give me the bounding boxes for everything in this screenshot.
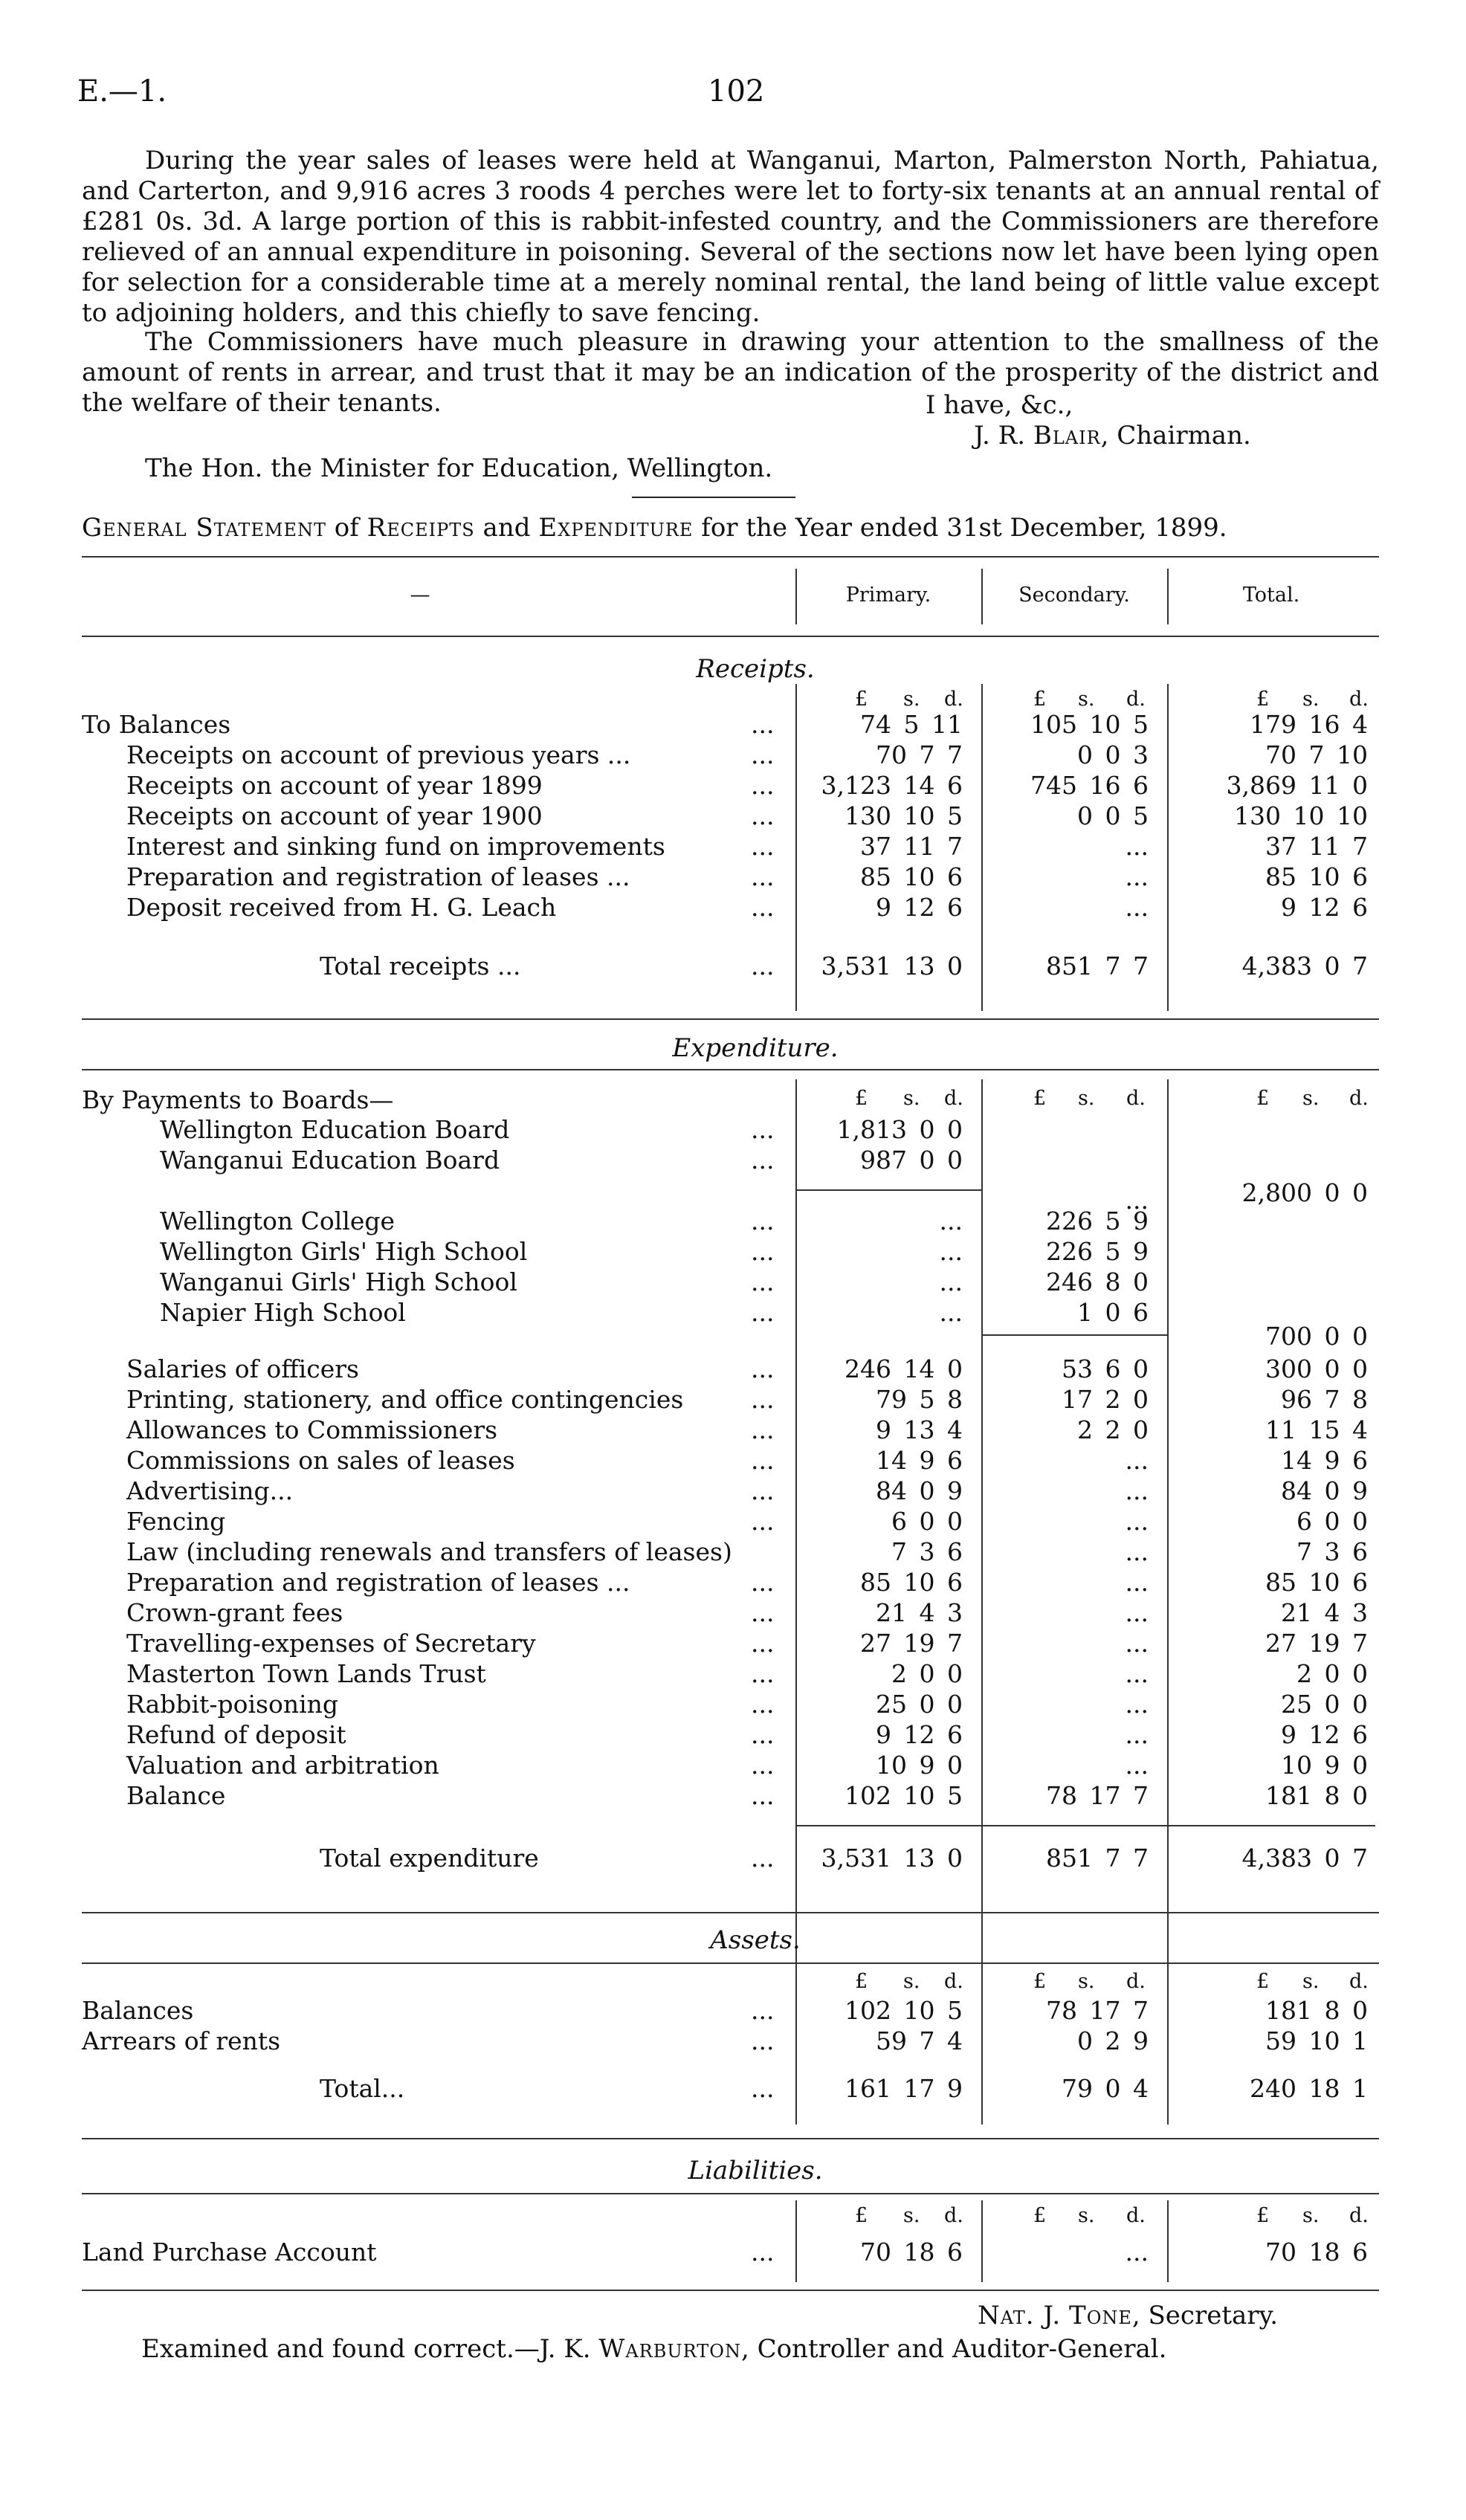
letter-closing: I have, &c., — [926, 390, 1073, 420]
primary-value: 9 12 6 — [876, 1720, 963, 1749]
primary-value: 3,531 13 0 — [821, 952, 963, 980]
row-label: Travelling-expenses of Secretary — [126, 1629, 536, 1658]
primary-value: 25 0 0 — [876, 1690, 963, 1719]
primary-value: 3,531 13 0 — [821, 1844, 963, 1873]
primary-value: 3,123 14 6 — [821, 771, 963, 800]
secondary-value: ... — [1125, 1186, 1149, 1215]
secretary-name: Tone — [1069, 2301, 1132, 2330]
chairman-signature — [974, 421, 1251, 450]
unit-label: d. — [944, 1087, 963, 1110]
leader-dots: ... — [751, 952, 775, 980]
title-part: Receipts — [366, 513, 475, 543]
total-value: 181 8 0 — [1265, 1781, 1368, 1810]
secondary-value: ... — [1125, 1537, 1149, 1566]
unit-label: d. — [1349, 688, 1369, 711]
primary-value: 10 9 0 — [876, 1751, 963, 1780]
auditor-prefix: Examined and found correct.—J. K. — [141, 2334, 599, 2364]
table-rule — [82, 2290, 1379, 2291]
primary-value: 27 19 7 — [860, 1629, 963, 1658]
leader-dots: ... — [751, 1298, 775, 1327]
subtotal-rule — [795, 1189, 981, 1191]
table-rule — [82, 1912, 1379, 1913]
leader-dots: ... — [751, 1446, 775, 1475]
unit-label: d. — [1126, 1970, 1146, 1993]
total-value: 179 16 4 — [1250, 710, 1368, 739]
title-part: of — [326, 513, 367, 543]
leader-dots: ... — [751, 1415, 775, 1444]
unit-label: d. — [944, 2204, 963, 2227]
table-rule — [82, 1962, 1379, 1964]
total-value: 70 7 10 — [1265, 740, 1368, 769]
secondary-value: 1 0 6 — [1077, 1298, 1149, 1327]
unit-label: £ — [855, 2204, 868, 2227]
unit-label: s. — [903, 1087, 920, 1110]
leader-dots: ... — [751, 893, 775, 922]
leader-dots: ... — [751, 1115, 775, 1144]
row-label: Interest and sinking fund on improvements — [126, 832, 665, 861]
secondary-value: ... — [1125, 1629, 1149, 1658]
unit-label: d. — [1349, 2204, 1369, 2227]
table-rule — [82, 556, 1379, 558]
leader-dots: ... — [751, 1507, 775, 1536]
leader-dots: ... — [751, 2074, 775, 2103]
section-heading-expenditure: Expenditure. — [672, 1033, 839, 1063]
primary-value: 246 14 0 — [845, 1354, 963, 1383]
leader-dots: ... — [751, 1354, 775, 1383]
primary-value: ... — [939, 1267, 963, 1296]
row-label: Refund of deposit — [126, 1720, 346, 1749]
signature-title: , Chairman. — [1100, 421, 1251, 450]
total-value: 130 10 10 — [1234, 801, 1368, 830]
row-label: Wellington Girls' High School — [160, 1237, 528, 1266]
secondary-value: 2 2 0 — [1077, 1415, 1149, 1444]
secondary-value: 0 0 5 — [1077, 801, 1149, 830]
leader-dots: ... — [751, 740, 775, 769]
secondary-value: 105 10 5 — [1030, 710, 1149, 739]
section-heading-receipts: Receipts. — [696, 654, 815, 684]
column-header-primary: Primary. — [845, 584, 931, 607]
secondary-value: ... — [1125, 1720, 1149, 1749]
row-label: Receipts on account of year 1900 — [126, 801, 543, 830]
total-value: 700 0 0 — [1265, 1322, 1368, 1351]
leader-dots: ... — [751, 1237, 775, 1266]
row-label: Valuation and arbitration — [126, 1751, 439, 1780]
total-value: 7 3 6 — [1297, 1537, 1368, 1566]
unit-label: d. — [1349, 1970, 1369, 1993]
total-value: 27 19 7 — [1265, 1629, 1368, 1658]
column-header-total: Total. — [1242, 584, 1300, 607]
primary-value: 37 11 7 — [860, 832, 963, 861]
row-label: Arrears of rents — [82, 2026, 281, 2055]
secondary-value: 246 8 0 — [1046, 1267, 1149, 1296]
primary-value: 70 18 6 — [860, 2238, 963, 2267]
total-value: 10 9 0 — [1281, 1751, 1368, 1780]
unit-label: d. — [944, 688, 963, 711]
secondary-value: 851 7 7 — [1046, 952, 1149, 980]
secondary-value: ... — [1125, 862, 1149, 891]
section-heading-assets: Assets. — [710, 1925, 801, 1955]
secondary-value: 17 2 0 — [1062, 1385, 1149, 1414]
row-label: Fencing — [126, 1507, 226, 1536]
secretary-title: , Secretary. — [1131, 2301, 1279, 2330]
primary-value: ... — [939, 1298, 963, 1327]
unit-label: s. — [1302, 688, 1320, 711]
primary-value: 84 0 9 — [876, 1476, 963, 1505]
leader-dots: ... — [751, 1751, 775, 1780]
statement-title — [82, 513, 1390, 543]
leader-dots: ... — [751, 1598, 775, 1627]
leader-dots: ... — [751, 862, 775, 891]
row-label: Commissions on sales of leases — [126, 1446, 515, 1475]
leader-dots: ... — [751, 1720, 775, 1749]
leader-dots: ... — [751, 1476, 775, 1505]
leader-dots: ... — [751, 1206, 775, 1235]
subtotal-rule — [981, 1334, 1167, 1336]
row-label: Napier High School — [160, 1298, 406, 1327]
column-rule — [1167, 684, 1169, 1011]
unit-label: s. — [903, 688, 920, 711]
total-value: 2 0 0 — [1297, 1659, 1368, 1688]
secondary-value: ... — [1125, 1659, 1149, 1688]
row-label: By Payments to Boards— — [82, 1085, 394, 1114]
secondary-value: ... — [1125, 1751, 1149, 1780]
unit-label: £ — [855, 1970, 868, 1993]
total-value: 25 0 0 — [1281, 1690, 1368, 1719]
unit-label: s. — [903, 2204, 920, 2227]
column-rule — [1167, 1968, 1169, 2125]
unit-label: s. — [1078, 688, 1095, 711]
leader-dots: ... — [751, 771, 775, 800]
row-label: To Balances — [82, 710, 231, 739]
row-label: Wanganui Education Board — [160, 1146, 500, 1175]
page-number: 102 — [708, 74, 765, 109]
total-value: 84 0 9 — [1281, 1476, 1368, 1505]
unit-label: £ — [1033, 2204, 1047, 2227]
row-label: Total... — [320, 2074, 405, 2103]
unit-label: £ — [1256, 688, 1270, 711]
row-label: Printing, stationery, and office contingencies — [126, 1385, 684, 1414]
total-value: 181 8 0 — [1265, 1996, 1368, 2025]
primary-value: 9 12 6 — [876, 893, 963, 922]
row-label: Allowances to Commissioners — [126, 1415, 498, 1444]
secretary-initials: Nat. J. — [978, 2301, 1062, 2330]
signature-initials: J. R. — [974, 421, 1026, 450]
secondary-value: ... — [1125, 1598, 1149, 1627]
primary-value: 987 0 0 — [860, 1146, 963, 1175]
leader-dots: ... — [751, 801, 775, 830]
column-rule — [1167, 1079, 1169, 2046]
row-label: Preparation and registration of leases ... — [126, 1568, 630, 1597]
addressee: The Hon. the Minister for Education, Wellington. — [145, 453, 773, 483]
row-label: Preparation and registration of leases ... — [126, 862, 630, 891]
row-label: Total expenditure — [320, 1844, 539, 1873]
primary-value: 2 0 0 — [891, 1659, 963, 1688]
primary-value: 9 13 4 — [876, 1415, 963, 1444]
total-value: 2,800 0 0 — [1241, 1178, 1368, 1207]
unit-label: s. — [1302, 1970, 1320, 1993]
leader-dots: ... — [751, 1267, 775, 1296]
primary-value: 161 17 9 — [845, 2074, 963, 2103]
primary-value: ... — [939, 1206, 963, 1235]
table-rule — [82, 1018, 1379, 1020]
total-value: 300 0 0 — [1265, 1354, 1368, 1383]
primary-value: 21 4 3 — [876, 1598, 963, 1627]
secondary-value: ... — [1125, 832, 1149, 861]
secondary-value: 851 7 7 — [1046, 1844, 1149, 1873]
row-label: Wanganui Girls' High School — [160, 1267, 517, 1296]
secondary-value: 0 0 3 — [1077, 740, 1149, 769]
section-heading-liabilities: Liabilities. — [688, 2156, 823, 2185]
column-header-secondary: Secondary. — [1018, 584, 1130, 607]
table-rule — [82, 2193, 1379, 2194]
row-label: Salaries of officers — [126, 1354, 359, 1383]
primary-value: 85 10 6 — [860, 862, 963, 891]
title-part: and — [474, 513, 539, 543]
secretary-signature — [978, 2301, 1278, 2330]
primary-value: 1,813 0 0 — [836, 1115, 963, 1144]
unit-label: £ — [1256, 1087, 1270, 1110]
divider — [632, 497, 795, 498]
secondary-value: ... — [1125, 1446, 1149, 1475]
primary-value: 59 7 4 — [876, 2026, 963, 2055]
unit-label: £ — [855, 688, 868, 711]
auditor-suffix: , Controller and Auditor-General. — [740, 2334, 1167, 2364]
leader-dots: ... — [751, 1996, 775, 2025]
total-value: 3,869 11 0 — [1226, 771, 1368, 800]
secondary-value: ... — [1125, 1476, 1149, 1505]
total-value: 9 12 6 — [1281, 1720, 1368, 1749]
total-value: 37 11 7 — [1265, 832, 1368, 861]
unit-label: d. — [1126, 688, 1146, 711]
row-label: Deposit received from H. G. Leach — [126, 893, 557, 922]
auditor-note — [141, 2334, 1166, 2364]
unit-label: s. — [1302, 2204, 1320, 2227]
secondary-value: 78 17 7 — [1046, 1781, 1149, 1810]
row-label: Balances — [82, 1996, 194, 2025]
column-header-blank: — — [410, 584, 430, 607]
unit-label: s. — [1078, 2204, 1095, 2227]
leader-dots: ... — [751, 1781, 775, 1810]
secondary-value: 79 0 4 — [1062, 2074, 1149, 2103]
secondary-value: 226 5 9 — [1046, 1206, 1149, 1235]
subtotal-rule — [795, 1825, 1375, 1826]
unit-label: s. — [1302, 1087, 1320, 1110]
unit-label: £ — [1256, 2204, 1270, 2227]
total-value: 70 18 6 — [1265, 2238, 1368, 2267]
primary-value: 130 10 5 — [845, 801, 963, 830]
total-value: 9 12 6 — [1281, 893, 1368, 922]
primary-value: ... — [939, 1237, 963, 1266]
letter-paragraph-1: During the year sales of leases were held at Wanganui, Marton, Palmerston North, Pahiatua, and Carterton, and 9,916 acres 3 roods 4 perches were let to forty-six tenants at an annual rental of £281 0s. 3d. A large portion of this is rabbit-infested country, and the Commissioners are therefore relieved of an annual expenditure in poisoning. Several of the sections now let have been lying open for selection for a considerable time at a merely nominal rental, the land being of little value except to adjoining holders, and this chiefly to save fencing. — [82, 146, 1379, 328]
unit-label: s. — [1078, 1087, 1095, 1110]
primary-value: 14 9 6 — [876, 1446, 963, 1475]
total-value: 85 10 6 — [1265, 862, 1368, 891]
primary-value: 74 5 11 — [860, 710, 963, 739]
secondary-value: ... — [1125, 1568, 1149, 1597]
total-value: 240 18 1 — [1250, 2074, 1368, 2103]
total-value: 21 4 3 — [1281, 1598, 1368, 1627]
primary-value: 7 3 6 — [891, 1537, 963, 1566]
leader-dots: ... — [751, 1659, 775, 1688]
row-label: Wellington Education Board — [160, 1115, 510, 1144]
leader-dots: ... — [751, 2026, 775, 2055]
row-label: Law (including renewals and transfers of leases) — [126, 1537, 732, 1566]
secondary-value: 226 5 9 — [1046, 1237, 1149, 1266]
primary-value: 70 7 7 — [876, 740, 963, 769]
row-label: Advertising... — [126, 1476, 294, 1505]
primary-value: 79 5 8 — [876, 1385, 963, 1414]
unit-label: d. — [944, 1970, 963, 1993]
row-label: Receipts on account of year 1899 — [126, 771, 543, 800]
secondary-value: ... — [1125, 2238, 1149, 2267]
total-value: 11 15 4 — [1265, 1415, 1368, 1444]
signature-name: Blair — [1033, 421, 1101, 450]
leader-dots: ... — [751, 1690, 775, 1719]
unit-label: £ — [855, 1087, 868, 1110]
letter-paragraph-2: The Commissioners have much pleasure in drawing your attention to the smallness of the amount of rents in arrear, and trust that it may be an indication of the prosperity of the district and the welfare of their tenants. — [82, 327, 1379, 418]
total-value: 14 9 6 — [1281, 1446, 1368, 1475]
secondary-value: 745 16 6 — [1030, 771, 1149, 800]
table-rule — [82, 2138, 1379, 2139]
leader-dots: ... — [751, 1844, 775, 1873]
secondary-value: 0 2 9 — [1077, 2026, 1149, 2055]
unit-label: d. — [1126, 2204, 1146, 2227]
row-label: Balance — [126, 1781, 226, 1810]
primary-value: 85 10 6 — [860, 1568, 963, 1597]
unit-label: s. — [903, 1970, 920, 1993]
row-label: Land Purchase Account — [82, 2238, 377, 2267]
column-rule — [1167, 2200, 1169, 2282]
title-part: for the Year ended 31st December, 1899. — [693, 513, 1227, 543]
leader-dots: ... — [751, 1568, 775, 1597]
leader-dots: ... — [751, 1146, 775, 1175]
total-value: 85 10 6 — [1265, 1568, 1368, 1597]
secondary-value: ... — [1125, 1690, 1149, 1719]
secondary-value: 78 17 7 — [1046, 1996, 1149, 2025]
total-value: 59 10 1 — [1265, 2026, 1368, 2055]
title-part: General Statement — [82, 513, 326, 543]
unit-label: £ — [1033, 688, 1047, 711]
row-label: Rabbit-poisoning — [126, 1690, 339, 1719]
primary-value: 6 0 0 — [891, 1507, 963, 1536]
table-rule — [82, 636, 1379, 637]
row-label: Total receipts ... — [320, 952, 521, 980]
secondary-value: 53 6 0 — [1062, 1354, 1149, 1383]
primary-value: 102 10 5 — [845, 1996, 963, 2025]
total-value: 6 0 0 — [1297, 1507, 1368, 1536]
row-label: Receipts on account of previous years ... — [126, 740, 631, 769]
leader-dots: ... — [751, 1385, 775, 1414]
table-rule — [82, 1069, 1379, 1070]
row-label: Masterton Town Lands Trust — [126, 1659, 486, 1688]
unit-label: £ — [1033, 1087, 1047, 1110]
unit-label: £ — [1256, 1970, 1270, 1993]
total-value: 4,383 0 7 — [1241, 1844, 1368, 1873]
report-code: E.—1. — [77, 74, 167, 109]
primary-value: 102 10 5 — [845, 1781, 963, 1810]
unit-label: s. — [1078, 1970, 1095, 1993]
unit-label: d. — [1349, 1087, 1369, 1110]
leader-dots: ... — [751, 832, 775, 861]
row-label: Wellington College — [160, 1206, 395, 1235]
auditor-name: Warburton — [598, 2334, 741, 2364]
secondary-value: ... — [1125, 1507, 1149, 1536]
leader-dots: ... — [751, 1629, 775, 1658]
total-value: 96 7 8 — [1281, 1385, 1368, 1414]
total-value: 4,383 0 7 — [1241, 952, 1368, 980]
leader-dots: ... — [751, 710, 775, 739]
title-part: Expenditure — [538, 513, 694, 543]
row-label: Crown-grant fees — [126, 1598, 343, 1627]
leader-dots: ... — [751, 2238, 775, 2267]
secondary-value: ... — [1125, 893, 1149, 922]
unit-label: £ — [1033, 1970, 1047, 1993]
unit-label: d. — [1126, 1087, 1146, 1110]
